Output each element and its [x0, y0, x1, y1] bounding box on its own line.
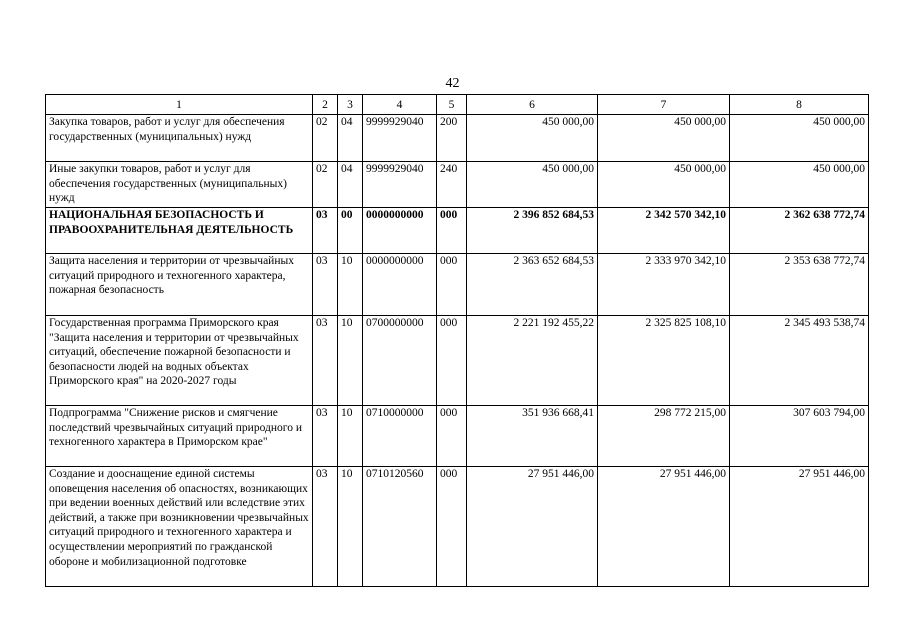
expense-type-code: 000 [437, 208, 467, 254]
section-code: 03 [313, 406, 338, 467]
amount-year-1: 2 363 652 684,53 [467, 254, 598, 316]
amount-year-1: 27 951 446,00 [467, 467, 598, 587]
column-header: 7 [598, 95, 730, 115]
target-article-code: 0700000000 [363, 316, 437, 406]
column-header: 3 [338, 95, 363, 115]
row-name: Создание и дооснащение единой системы оповещения населения об опасностях, возникающих при ведении военных действий или вследствие этих действий, а также при возникновении чрезвычайных ситуаций природного и техногенного характера и осуществлении мероприятий по гражданской обороне и мобилизационной подготовке [46, 467, 313, 587]
table-row [46, 406, 869, 467]
amount-year-2: 298 772 215,00 [598, 406, 730, 467]
amount-year-3: 2 353 638 772,74 [730, 254, 869, 316]
section-code: 03 [313, 208, 338, 254]
amount-year-3: 2 345 493 538,74 [730, 316, 869, 406]
target-article-code: 0710120560 [363, 467, 437, 587]
amount-year-1: 450 000,00 [467, 115, 598, 162]
section-code: 02 [313, 162, 338, 208]
amount-year-1: 2 221 192 455,22 [467, 316, 598, 406]
subsection-code: 04 [338, 162, 363, 208]
amount-year-2: 2 325 825 108,10 [598, 316, 730, 406]
table-row [46, 208, 869, 254]
subsection-code: 04 [338, 115, 363, 162]
row-name: Защита населения и территории от чрезвычайных ситуаций природного и техногенного характера, пожарная безопасность [46, 254, 313, 316]
column-header: 1 [46, 95, 313, 115]
section-code: 03 [313, 254, 338, 316]
amount-year-2: 27 951 446,00 [598, 467, 730, 587]
amount-year-3: 450 000,00 [730, 115, 869, 162]
expense-type-code: 000 [437, 254, 467, 316]
amount-year-3: 307 603 794,00 [730, 406, 869, 467]
amount-year-3: 2 362 638 772,74 [730, 208, 869, 254]
row-name: НАЦИОНАЛЬНАЯ БЕЗОПАСНОСТЬ И ПРАВООХРАНИТЕЛЬНАЯ ДЕЯТЕЛЬНОСТЬ [46, 208, 313, 254]
subsection-code: 00 [338, 208, 363, 254]
row-name: Закупка товаров, работ и услуг для обеспечения государственных (муниципальных) нужд [46, 115, 313, 162]
target-article-code: 0000000000 [363, 208, 437, 254]
subsection-code: 10 [338, 254, 363, 316]
table-row [46, 467, 869, 587]
row-name: Иные закупки товаров, работ и услуг для обеспечения государственных (муниципальных) нужд [46, 162, 313, 208]
page-number: 42 [445, 76, 460, 91]
section-code: 02 [313, 115, 338, 162]
row-name: Государственная программа Приморского края "Защита населения и территории от чрезвычайных ситуаций, обеспечение пожарной безопасности и безопасности людей на водных объектах Приморского края" на 2020-2027 годы [46, 316, 313, 406]
column-header: 5 [437, 95, 467, 115]
table-row [46, 254, 869, 316]
section-code: 03 [313, 316, 338, 406]
column-number-row [46, 95, 869, 115]
target-article-code: 9999929040 [363, 162, 437, 208]
amount-year-1: 351 936 668,41 [467, 406, 598, 467]
table-row [46, 162, 869, 208]
amount-year-2: 450 000,00 [598, 162, 730, 208]
expense-type-code: 000 [437, 316, 467, 406]
row-name: Подпрограмма "Снижение рисков и смягчение последствий чрезвычайных ситуаций природного и техногенного характера в Приморском крае" [46, 406, 313, 467]
subsection-code: 10 [338, 316, 363, 406]
target-article-code: 9999929040 [363, 115, 437, 162]
column-header: 6 [467, 95, 598, 115]
amount-year-3: 450 000,00 [730, 162, 869, 208]
expense-type-code: 000 [437, 406, 467, 467]
budget-table [45, 94, 869, 587]
target-article-code: 0000000000 [363, 254, 437, 316]
amount-year-3: 27 951 446,00 [730, 467, 869, 587]
column-header: 4 [363, 95, 437, 115]
expense-type-code: 200 [437, 115, 467, 162]
expense-type-code: 240 [437, 162, 467, 208]
column-header: 2 [313, 95, 338, 115]
amount-year-1: 2 396 852 684,53 [467, 208, 598, 254]
table-row [46, 316, 869, 406]
target-article-code: 0710000000 [363, 406, 437, 467]
column-header: 8 [730, 95, 869, 115]
section-code: 03 [313, 467, 338, 587]
subsection-code: 10 [338, 406, 363, 467]
subsection-code: 10 [338, 467, 363, 587]
amount-year-2: 450 000,00 [598, 115, 730, 162]
expense-type-code: 000 [437, 467, 467, 587]
amount-year-2: 2 333 970 342,10 [598, 254, 730, 316]
table-row [46, 115, 869, 162]
amount-year-1: 450 000,00 [467, 162, 598, 208]
amount-year-2: 2 342 570 342,10 [598, 208, 730, 254]
